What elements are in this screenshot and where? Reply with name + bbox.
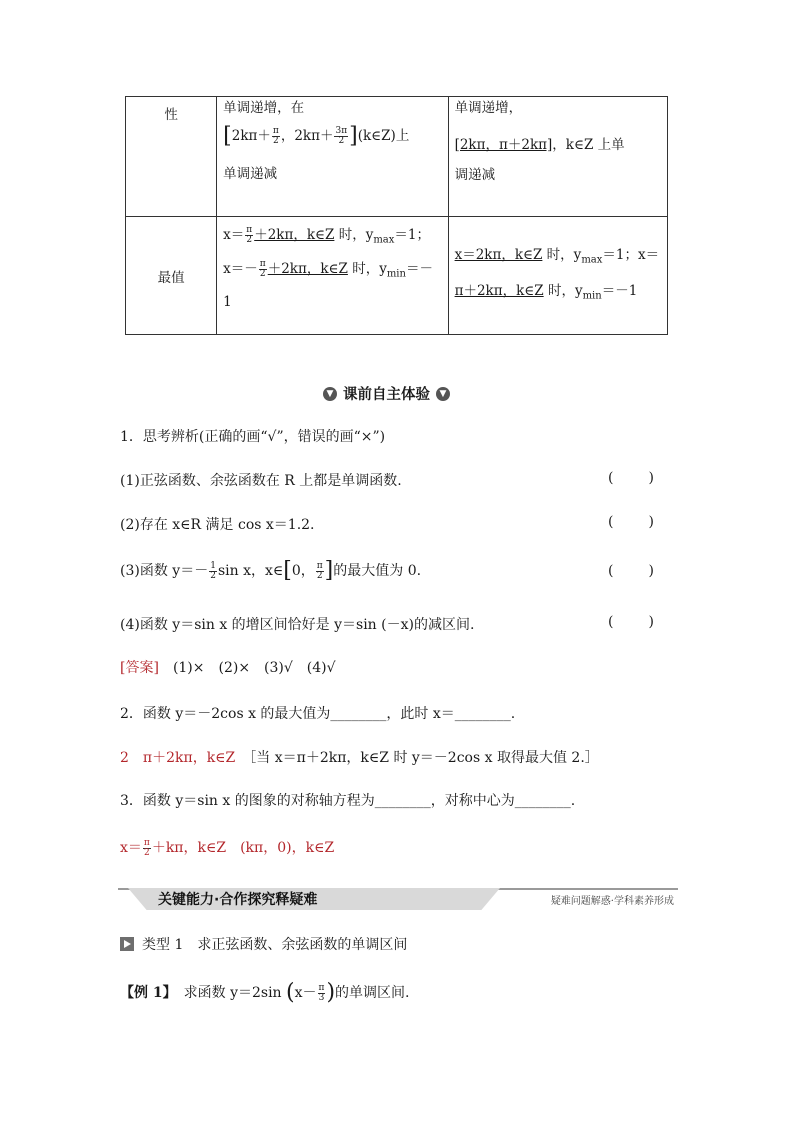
- cos-mono-line3: 调递减: [454, 167, 496, 183]
- sin-min-line-cont: 1: [223, 294, 232, 311]
- type-title: 类型 1 求正弦函数、余弦函数的单调区间: [142, 937, 408, 953]
- answer-blank-2[interactable]: ( ): [608, 514, 654, 530]
- q1-answer: [答案] (1)× (2)× (3)√ (4)√: [120, 660, 336, 676]
- sin-mono-line3: 单调递减: [223, 165, 278, 182]
- sin-max-line: x＝ $\frac{\pi}{2}$ ＋2kπ，k∈Z 时，$y_{max}=1$；: [223, 225, 431, 246]
- q2-text: 2．函数 y＝－2cos x 的最大值为________，此时 x＝________.: [120, 706, 516, 722]
- answer-blank-4[interactable]: ( ): [608, 614, 654, 630]
- sin-min-line: x＝－ $\frac{\pi}{2}$ ＋2kπ，k∈Z 时，$y_{min}=-$: [223, 258, 433, 280]
- table-row-extrema: [126, 217, 668, 335]
- q1-item-3: (3)函数 y＝－ $\frac{1}{2}$ sin x，x∈[0， $\frac{\pi}{2}$ ]的最大值为 0.: [120, 558, 422, 583]
- answer-blank-1[interactable]: ( ): [608, 470, 654, 486]
- section-heading: [323, 383, 450, 404]
- section-banner: [118, 884, 678, 910]
- frac-pi-2: $\frac{\pi}{2}$: [272, 126, 279, 146]
- example-label: 【例 1】: [120, 985, 170, 1001]
- example-1: 【例 1】 求函数 y＝2sin (x－ $\frac{\pi}{3}$ )的单调区间.: [120, 980, 410, 1005]
- cos-max-line: x＝2kπ，k∈Z 时，$y_{max}=1$；x＝: [454, 246, 660, 266]
- cos-mono-line1: 单调递增，: [454, 100, 523, 116]
- q1-heading: 1．思考辨析(正确的画“√”，错误的画“×”): [120, 429, 386, 445]
- q1-item-4: (4)函数 y＝sin x 的增区间恰好是 y＝sin (－x)的减区间.: [120, 617, 475, 633]
- q1-item-1: (1)正弦函数、余弦函数在 R 上都是单调函数.: [120, 473, 402, 489]
- banner-title: 关键能力·合作探究释疑难: [158, 892, 318, 908]
- sin-monotonic-cell: [217, 97, 448, 217]
- table-row-monotonicity: [126, 97, 668, 217]
- q3-answer: x＝ $\frac{\pi}{2}$ ＋kπ，k∈Z (kπ，0)，k∈Z: [120, 837, 335, 858]
- q1-item-2: (2)存在 x∈R 满足 cos x＝1.2.: [120, 517, 315, 533]
- type-heading: [120, 934, 407, 954]
- property-table: [125, 96, 668, 335]
- cos-extrema-cell: [448, 217, 667, 335]
- sin-mono-line2: [2kπ＋ $\frac{\pi}{2}$ ，2kπ＋ $\frac{3\pi}{2}$ ](k∈Z)上: [223, 123, 410, 149]
- sin-extrema-cell: [217, 217, 448, 335]
- section-title: 课前自主体验: [343, 387, 430, 403]
- banner-subtitle: 疑难问题解惑·学科素养形成: [550, 896, 674, 907]
- q3-text: 3．函数 y＝sin x 的图象的对称轴方程为________，对称中心为________.: [120, 793, 576, 809]
- chevron-down-icon: ▼: [323, 387, 337, 401]
- chevron-down-icon: ▼: [436, 387, 450, 401]
- answer-blank-3[interactable]: ( ): [608, 563, 654, 579]
- play-icon: [120, 937, 134, 951]
- cos-mono-line2: [2kπ，π＋2kπ]，k∈Z 上单: [454, 137, 625, 153]
- sin-mono-line1: 单调递增，在: [223, 100, 305, 116]
- frac-3pi-2: $\frac{3\pi}{2}$: [335, 126, 348, 146]
- q2-answer: 2 π＋2kπ，k∈Z ［当 x＝π＋2kπ，k∈Z 时 y＝－2cos x 取得最大值 2.］: [120, 750, 599, 766]
- cos-min-line: π＋2kπ，k∈Z 时，$y_{min}=-1$: [454, 282, 638, 302]
- row-label-monotonicity: 性: [126, 97, 217, 217]
- cos-monotonic-cell: [448, 97, 667, 217]
- row-label-extrema: 最值: [126, 217, 217, 335]
